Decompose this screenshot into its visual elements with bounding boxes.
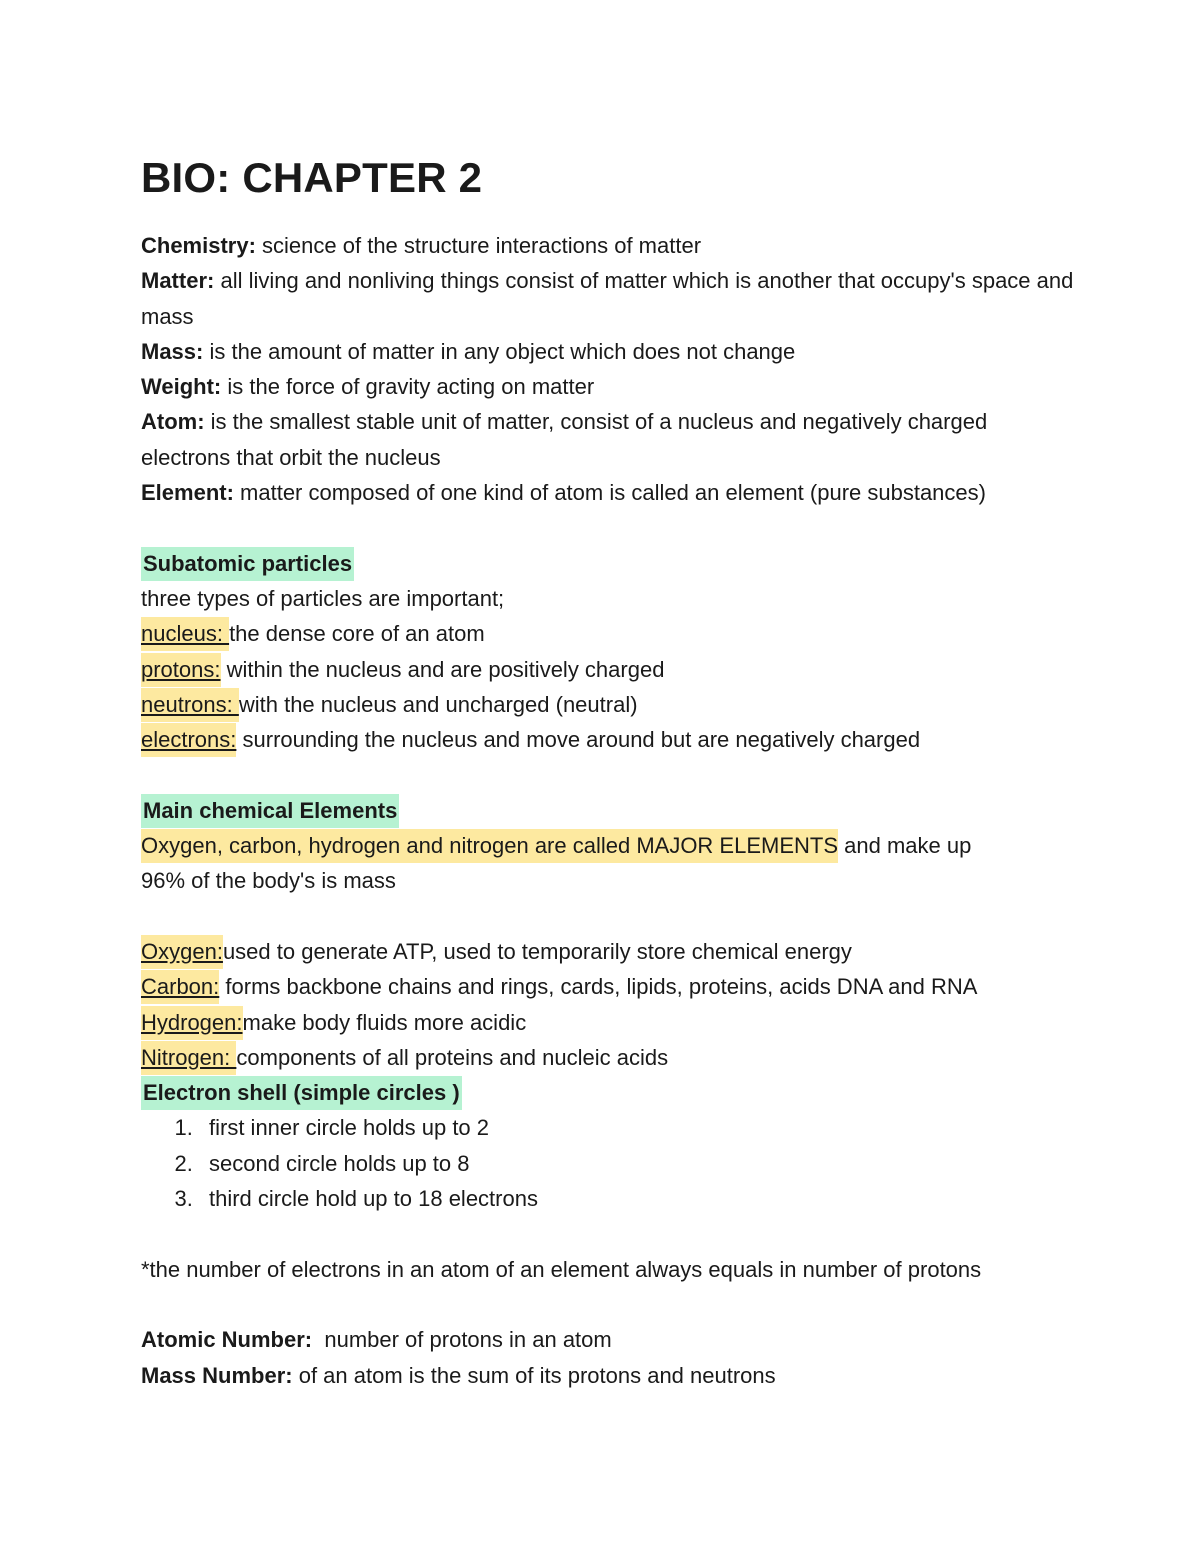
- particle-text: the dense core of an atom: [229, 621, 485, 647]
- electron-proton-note: *the number of electrons in an atom of an element always equals in number of protons: [141, 1256, 982, 1282]
- list-item: 2. second circle holds up to 8: [199, 1146, 1081, 1181]
- list-item: 1. first inner circle holds up to 2: [199, 1110, 1081, 1145]
- role-term: Nitrogen:: [141, 1041, 236, 1075]
- definition-text: matter composed of one kind of atom is called an element (pure substances): [233, 480, 986, 506]
- definition-text: is the smallest stable unit of matter, consist of a nucleus and negatively charged electrons that orbit the nucleus: [141, 409, 988, 470]
- role-carbon: [141, 969, 1081, 1004]
- spacer: [141, 757, 1081, 792]
- spacer: [141, 899, 1081, 934]
- definition-term: Element:: [141, 480, 234, 506]
- role-term: Oxygen:: [141, 935, 223, 969]
- definition-atom: [141, 404, 1081, 475]
- main-elements-line1: [141, 828, 1081, 863]
- major-elements-highlight: Oxygen, carbon, hydrogen and nitrogen are called MAJOR ELEMENTS: [141, 829, 838, 863]
- document-page: [141, 150, 1081, 1393]
- main-elements-line2: 96% of the body's is mass: [141, 868, 396, 894]
- particle-electrons: [141, 722, 1081, 757]
- definition-weight: [141, 369, 1081, 404]
- role-text: make body fluids more acidic: [242, 1009, 527, 1035]
- role-text: used to generate ATP, used to temporarily store chemical energy: [222, 938, 852, 964]
- role-hydrogen: [141, 1005, 1081, 1040]
- section-heading-subatomic: Subatomic particles: [141, 547, 354, 581]
- main-elements-heading-line: [141, 793, 1081, 828]
- page-title: BIO: CHAPTER 2: [141, 154, 483, 201]
- definition-text: all living and nonliving things consist of matter which is another that occupy's space and mass: [141, 268, 1074, 329]
- particle-term: nucleus:: [141, 617, 229, 651]
- definition-term: Weight:: [141, 374, 222, 400]
- definition-text: number of protons in an atom: [312, 1327, 612, 1353]
- particle-text: surrounding the nucleus and move around but are negatively charged: [236, 727, 921, 753]
- mass-number-line: [141, 1358, 1081, 1393]
- list-item: 3. third circle hold up to 18 electrons: [199, 1181, 1081, 1216]
- role-term: Carbon:: [141, 970, 219, 1004]
- definition-chemistry: [141, 228, 1081, 263]
- definition-term: Atom:: [141, 409, 205, 435]
- particle-neutrons: [141, 687, 1081, 722]
- electron-shell-list: [141, 1110, 1081, 1216]
- subatomic-heading-line: [141, 546, 1081, 581]
- role-text: forms backbone chains and rings, cards, lipids, proteins, acids DNA and RNA: [219, 974, 978, 1000]
- electron-shell-heading-line: [141, 1075, 1081, 1110]
- subatomic-intro: three types of particles are important;: [141, 585, 505, 611]
- particle-term: electrons:: [141, 723, 236, 757]
- role-nitrogen: [141, 1040, 1081, 1075]
- particle-term: protons:: [141, 653, 221, 687]
- role-oxygen: [141, 934, 1081, 969]
- definition-text: is the amount of matter in any object which does not change: [203, 338, 796, 364]
- definition-text: science of the structure interactions of matter: [255, 233, 702, 258]
- particle-text: with the nucleus and uncharged (neutral): [238, 691, 638, 717]
- definition-mass: [141, 334, 1081, 369]
- role-term: Hydrogen:: [141, 1006, 243, 1040]
- definition-term: Chemistry:: [141, 233, 256, 258]
- definition-text: is the force of gravity acting on matter: [221, 374, 595, 400]
- spacer: [141, 1216, 1081, 1251]
- spacer: [141, 1287, 1081, 1322]
- definition-term: Mass Number:: [141, 1362, 293, 1388]
- particle-text: within the nucleus and are positively charged: [220, 656, 665, 682]
- definition-term: Matter:: [141, 268, 215, 294]
- section-heading-main-elements: Main chemical Elements: [141, 794, 399, 828]
- particle-protons: [141, 652, 1081, 687]
- definition-matter: [141, 263, 1081, 334]
- definition-term: Mass:: [141, 338, 204, 364]
- atomic-number-line: [141, 1322, 1081, 1357]
- particle-nucleus: [141, 616, 1081, 651]
- spacer: [141, 510, 1081, 545]
- definition-text: of an atom is the sum of its protons and neutrons: [292, 1362, 776, 1388]
- role-text: components of all proteins and nucleic acids: [236, 1044, 669, 1070]
- definition-term: Atomic Number:: [141, 1327, 313, 1353]
- section-heading-electron-shell: Electron shell (simple circles ): [141, 1076, 462, 1110]
- particle-term: neutrons:: [141, 688, 239, 722]
- main-elements-rest: and make up: [838, 833, 972, 859]
- definition-element: [141, 475, 1081, 510]
